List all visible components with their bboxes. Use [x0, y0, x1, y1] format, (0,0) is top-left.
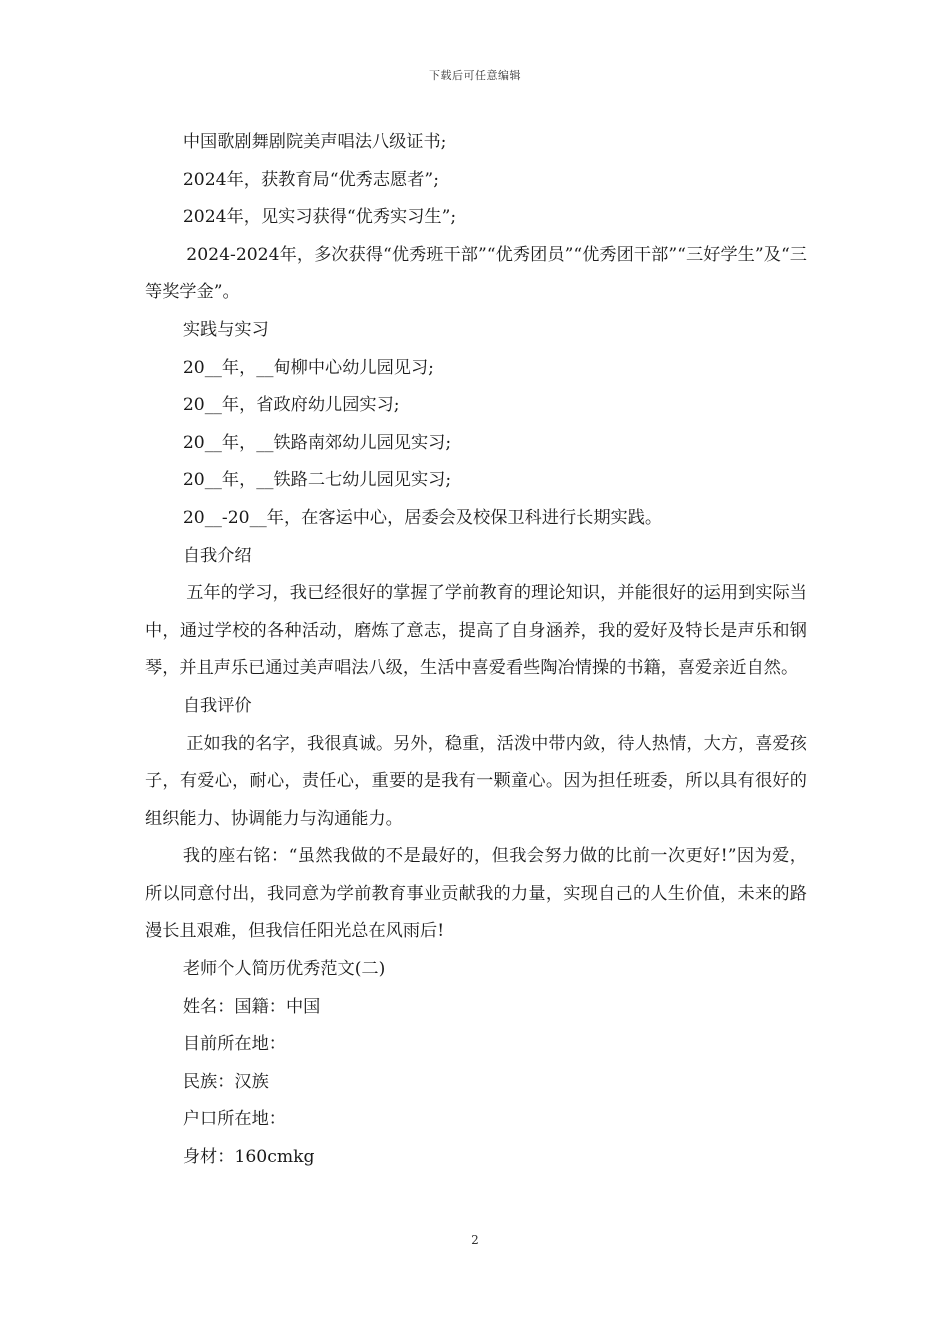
section-heading-self-intro: 自我介绍	[182, 545, 252, 566]
motto-paragraph: 我的座右铭：“虽然我做的不是最好的，但我会努力做的比前一次更好!”因为爱，所以同意付出，我同意为学前教育事业贡献我的力量，实现自己的人生价值，未来的路漫长且艰难，但我信任阳光总在风雨后!	[145, 846, 807, 942]
practice-item-5: 20__-20__年，在客运中心，居委会及校保卫科进行长期实践。	[182, 507, 663, 528]
self-intro-paragraph: 五年的学习，我已经很好的掌握了学前教育的理论知识，并能很好的运用到实际当中，通过学校的各种活动，磨炼了意志，提高了自身涵养，我的爱好及特长是声乐和钢琴，并且声乐已通过美声唱法八级，生活中喜爱看些陶冶情操的书籍，喜爱亲近自然。	[145, 583, 807, 679]
field-height-weight: 身材：160cmkg	[182, 1147, 315, 1168]
award-intern-line: 2024年，见实习获得“优秀实习生”;	[182, 207, 457, 228]
resume-title: 老师个人简历优秀范文(二)	[182, 959, 386, 980]
document-body	[145, 124, 807, 1177]
practice-item-2: 20__年，省政府幼儿园实习;	[182, 395, 400, 416]
practice-item-3: 20__年，__铁路南郊幼儿园见实习;	[182, 432, 452, 453]
page-number: 2	[471, 1233, 479, 1247]
practice-item-1: 20__年，__甸柳中心幼儿园见习;	[182, 357, 434, 378]
practice-item-4: 20__年，__铁路二七幼儿园见实习;	[182, 470, 452, 491]
page-header: 下载后可任意编辑	[429, 69, 521, 82]
section-heading-self-eval: 自我评价	[182, 695, 252, 716]
self-eval-paragraph: 正如我的名字，我很真诚。另外，稳重，活泼中带内敛，待人热情，大方，喜爱孩子，有爱心，耐心，责任心，重要的是我有一颗童心。因为担任班委，所以具有很好的组织能力、协调能力与沟通能力。	[145, 733, 807, 829]
certificate-line: 中国歌剧舞剧院美声唱法八级证书;	[182, 132, 447, 152]
field-household-registration: 户口所在地：	[182, 1109, 286, 1130]
award-volunteer-line: 2024年，获教育局“优秀志愿者”;	[182, 169, 439, 190]
field-current-location: 目前所在地：	[182, 1034, 286, 1055]
award-multiple-paragraph: 2024-2024年，多次获得“优秀班干部”“优秀团员”“优秀团干部”“三好学生”及“三等奖学金”。	[145, 244, 807, 303]
section-heading-practice: 实践与实习	[182, 319, 269, 340]
field-ethnicity: 民族：汉族	[182, 1071, 269, 1092]
field-name-nationality: 姓名：国籍：中国	[182, 996, 321, 1017]
